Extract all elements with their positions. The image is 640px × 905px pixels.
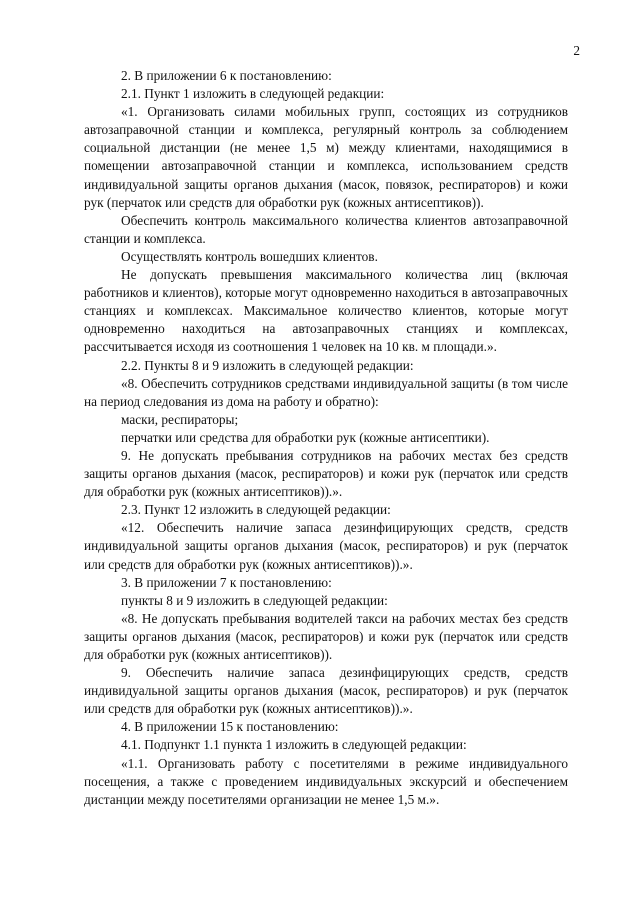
paragraph: 4. В приложении 15 к постановлению: xyxy=(121,719,339,735)
paragraph: пункты 8 и 9 изложить в следующей редакции: xyxy=(121,592,388,608)
paragraph: «1. Организовать силами мобильных групп, состоящих из сотрудников автозаправочной станции и комплекса, регулярный контроль за соблюдением социальной дистанции (не менее 1,5 м) между клиентами, находящимися в помещении автозаправочной станции и комплекса, использованием средств индивидуальной защиты органов дыхания (масок, повязок, респираторов) и кожи рук (перчаток или средств для обработки рук (кожных антисептиков)). xyxy=(84,104,568,210)
paragraph: 4.1. Подпункт 1.1 пункта 1 изложить в следующей редакции: xyxy=(121,737,467,753)
paragraph: «8. Обеспечить сотрудников средствами индивидуальной защиты (в том числе на период следования из дома на работу и обратно): xyxy=(84,375,568,409)
paragraph: Обеспечить контроль максимального количества клиентов автозаправочной станции и комплекса. xyxy=(84,212,568,246)
page-number: 2 xyxy=(573,43,580,58)
paragraph: 9. Обеспечить наличие запаса дезинфицирующих средств, средств индивидуальной защиты органов дыхания (масок, респираторов) и рук (перчаток или средств для обработки рук (кожных антисептиков)).». xyxy=(84,665,568,717)
paragraph: 3. В приложении 7 к постановлению: xyxy=(121,574,332,590)
paragraph: маски, респираторы; xyxy=(121,411,239,427)
paragraph: 2.2. Пункты 8 и 9 изложить в следующей редакции: xyxy=(121,357,414,373)
paragraph: 2.3. Пункт 12 изложить в следующей редакции: xyxy=(121,502,391,518)
paragraph: 2.1. Пункт 1 изложить в следующей редакции: xyxy=(121,86,385,102)
paragraph: 2. В приложении 6 к постановлению: xyxy=(121,68,332,83)
paragraph: перчатки или средства для обработки рук (кожные антисептики). xyxy=(121,429,490,445)
paragraph: «1.1. Организовать работу с посетителями в режиме индивидуального посещения, а также с проведением индивидуальных экскурсий и обеспечением дистанции между посетителями организации не менее 1,5 м.». xyxy=(84,755,568,807)
paragraph: «8. Не допускать пребывания водителей такси на рабочих местах без средств защиты органов дыхания (масок, респираторов) и кожи рук (перчаток или средств для обработки рук (кожных антисептиков)). xyxy=(84,610,568,662)
document-body xyxy=(84,67,568,809)
paragraph: Не допускать превышения максимального количества лиц (включая работников и клиентов), которые могут одновременно находиться в автозаправочных станциях и комплексах. Максимальное количество клиентов, которые могут одновременно находиться на автозаправочных станциях и комплексах, рассчитывается исходя из соотношения 1 человек на 10 кв. м площади.». xyxy=(84,267,568,355)
paragraph: 9. Не допускать пребывания сотрудников на рабочих местах без средств защиты органов дыхания (масок, респираторов) и кожи рук (перчаток или средств для обработки рук (кожных антисептиков)).». xyxy=(84,447,568,500)
paragraph: «12. Обеспечить наличие запаса дезинфицирующих средств, средств индивидуальной защиты органов дыхания (масок, респираторов) и рук (перчаток или средств для обработки рук (кожных антисептиков)).». xyxy=(84,520,568,572)
paragraph: Осуществлять контроль вошедших клиентов. xyxy=(121,248,378,264)
